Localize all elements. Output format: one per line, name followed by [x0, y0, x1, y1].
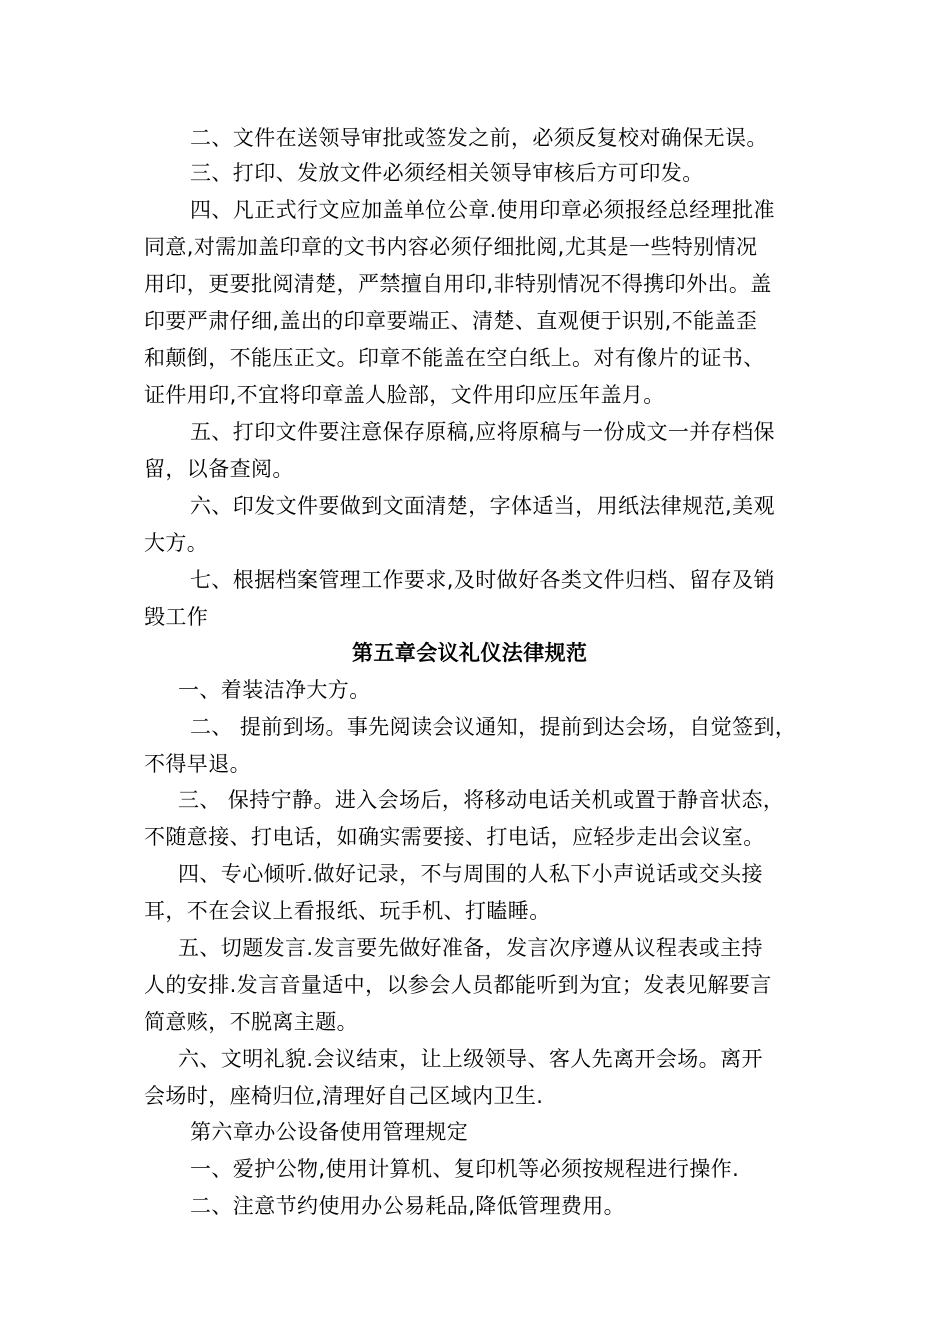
- paragraph-line: 毁工作: [144, 605, 209, 629]
- paragraph-line: 二、注意节约使用办公易耗品,降低管理费用。: [190, 1194, 626, 1218]
- paragraph-line: 和颠倒，不能压正文。印章不能盖在空白纸上。对有像片的证书、: [144, 346, 765, 370]
- paragraph-line: 大方。: [144, 531, 209, 555]
- paragraph-line: 五、切题发言.发言要先做好准备，发言次序遵从议程表或主持: [178, 936, 763, 960]
- paragraph-line: 同意,对需加盖印章的文书内容必须仔细批阅,尤其是一些特别情况: [144, 235, 758, 259]
- paragraph-line: 七、根据档案管理工作要求,及时做好各类文件归档、留存及销: [190, 568, 775, 592]
- paragraph-line: 会场时，座椅归位,清理好自己区域内卫生.: [144, 1084, 544, 1108]
- paragraph-line: 不得早退。: [144, 752, 251, 776]
- paragraph-line: 二、 提前到场。事先阅读会议通知，提前到达会场，自觉签到，: [190, 715, 797, 739]
- paragraph-line: 不随意接、打电话，如确实需要接、打电话，应轻步走出会议室。: [144, 825, 765, 849]
- paragraph-line: 耳，不在会议上看报纸、玩手机、打瞌睡。: [144, 899, 551, 923]
- paragraph-line: 二、文件在送领导审批或签发之前，必须反复校对确保无误。: [190, 126, 768, 150]
- paragraph-line: 三、打印、发放文件必须经相关领导审核后方可印发。: [190, 161, 704, 185]
- chapter-heading: 第六章办公设备使用管理规定: [190, 1120, 469, 1144]
- paragraph-line: 五、打印文件要注意保存原稿,应将原稿与一份成文一并存档保: [190, 420, 775, 444]
- paragraph-line: 一、着装洁净大方。: [178, 678, 371, 702]
- paragraph-line: 六、印发文件要做到文面清楚，字体适当，用纸法律规范,美观: [190, 494, 775, 518]
- paragraph-line: 证件用印,不宜将印章盖人脸部，文件用印应压年盖月。: [144, 383, 665, 407]
- paragraph-line: 一、爱护公物,使用计算机、复印机等必须按规程进行操作.: [190, 1157, 740, 1181]
- paragraph-line: 六、文明礼貌.会议结束，让上级领导、客人先离开会场。离开: [178, 1047, 763, 1071]
- paragraph-line: 用印，更要批阅清楚，严禁擅自用印,非特别情况不得携印外出。盖: [144, 272, 772, 296]
- paragraph-line: 印要严肃仔细,盖出的印章要端正、清楚、直观便于识别,不能盖歪: [144, 309, 758, 333]
- paragraph-line: 四、凡正式行文应加盖单位公章.使用印章必须报经总经理批准: [190, 198, 775, 222]
- chapter-heading: 第五章会议礼仪法律规范: [352, 641, 588, 665]
- paragraph-line: 四、专心倾听.做好记录，不与周围的人私下小声说话或交头接: [178, 862, 763, 886]
- paragraph-line: 留，以备查阅。: [144, 457, 294, 481]
- paragraph-line: 人的安排.发言音量适中，以参会人员都能听到为宜；发表见解要言: [144, 973, 772, 997]
- paragraph-line: 三、 保持宁静。进入会场后，将移动电话关机或置于静音状态，: [178, 788, 785, 812]
- paragraph-line: 简意赅，不脱离主题。: [144, 1010, 358, 1034]
